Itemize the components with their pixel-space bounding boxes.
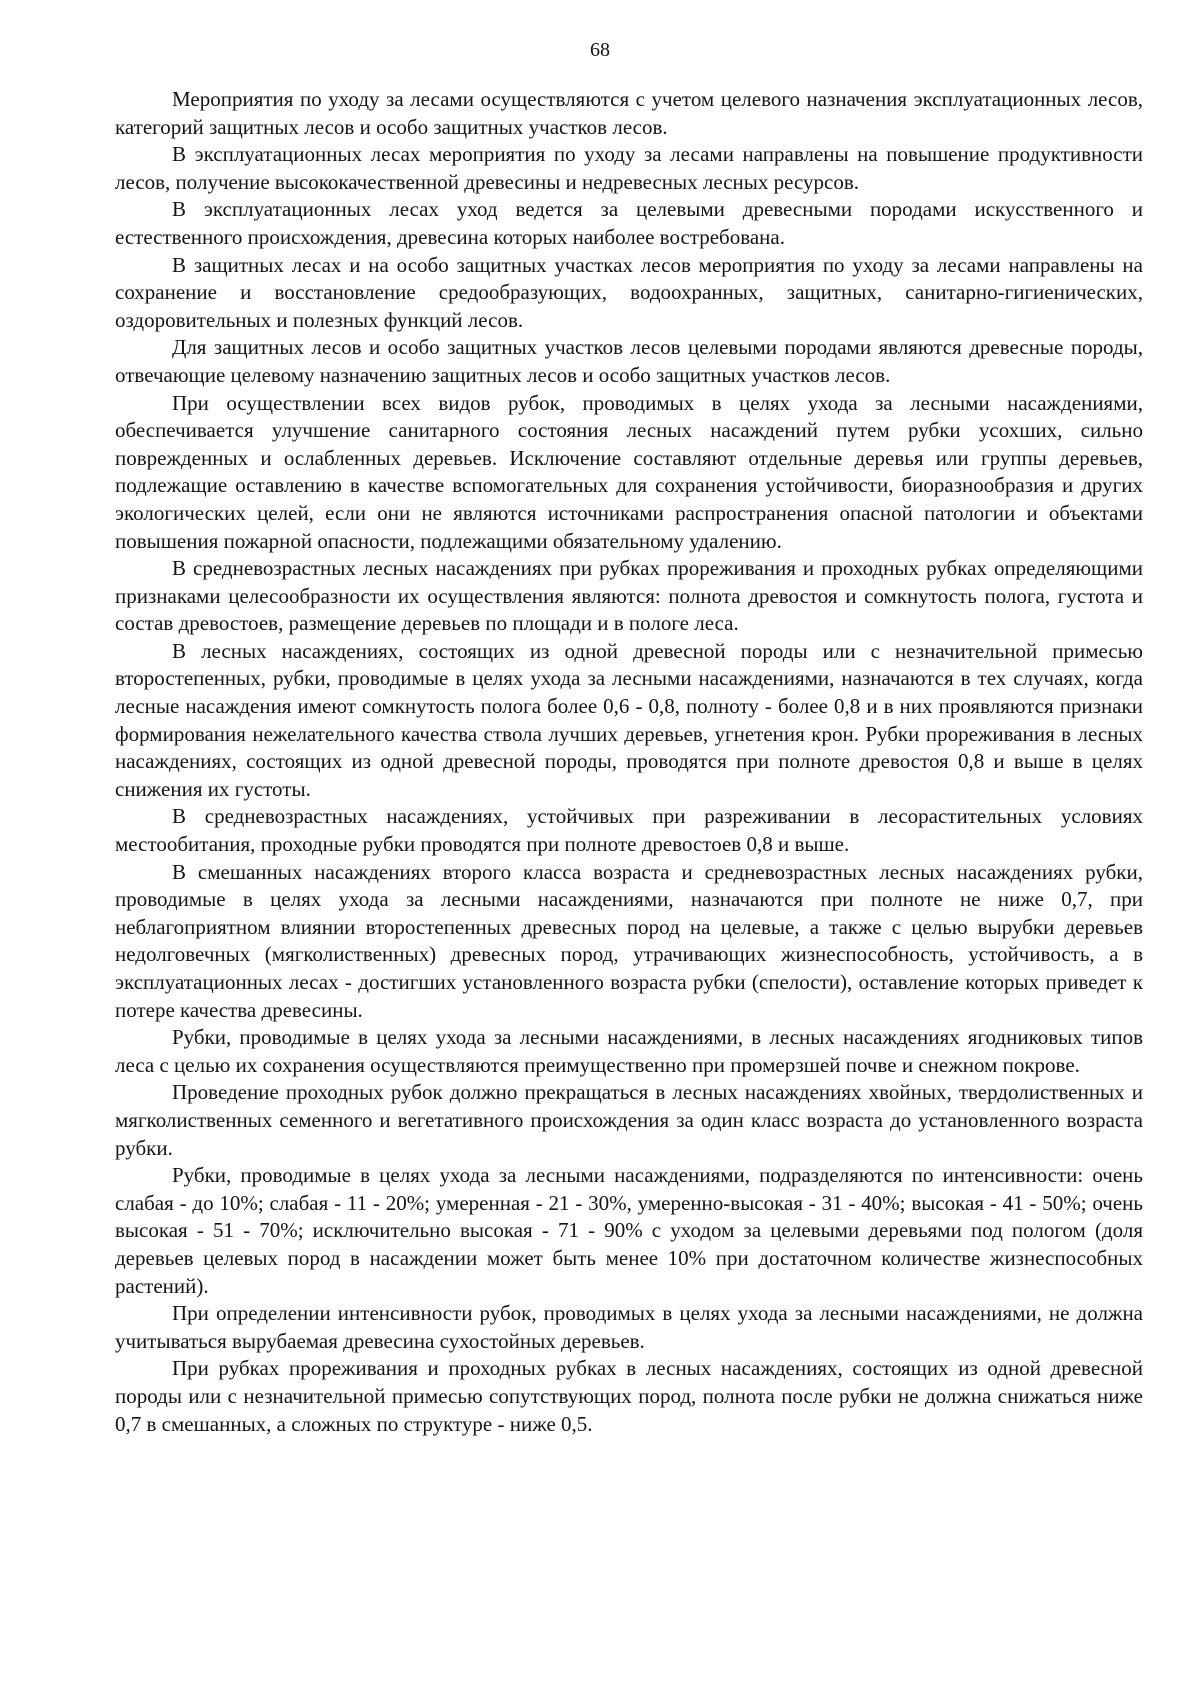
paragraph-5: Для защитных лесов и особо защитных участков лесов целевыми породами являются древесные породы, отвечающие целевому назначению защитных лесов и особо защитных участков лесов. [115,335,1143,387]
paragraph-2: В эксплуатационных лесах мероприятия по уходу за лесами направлены на повышение продуктивности лесов, получение высококачественной древесины и недревесных лесных ресурсов. [115,142,1143,194]
paragraph-8: В лесных насаждениях, состоящих из одной древесной породы или с незначительной примесью второстепенных, рубки, проводимые в целях ухода за лесными насаждениями, назначаются в тех случаях, когда лесные насаждения имеют сомкнутость полога более 0,6 - 0,8, полноту - более 0,8 и в них проявляются признаки формирования нежелательного качества ствола лучших деревьев, угнетения крон. Рубки прореживания в лесных насаждениях, состоящих из одной древесной породы, проводятся при полноте древостоя 0,8 и выше в целях снижения их густоты. [115,638,1143,801]
paragraph-14: При определении интенсивности рубок, проводимых в целях ухода за лесными насаждениями, не должна учитываться вырубаемая древесина сухостойных деревьев. [115,1301,1143,1353]
paragraph-3: В эксплуатационных лесах уход ведется за целевыми древесными породами искусственного и естественного происхождения, древесина которых наиболее востребована. [115,197,1143,249]
paragraph-1: Мероприятия по уходу за лесами осуществляются с учетом целевого назначения эксплуатационных лесов, категорий защитных лесов и особо защитных участков лесов. [115,87,1143,139]
document-body [115,86,1143,1438]
paragraph-4: В защитных лесах и на особо защитных участках лесов мероприятия по уходу за лесами направлены на сохранение и восстановление средообразующих, водоохранных, защитных, санитарно-гигиенических, оздоровительных и полезных функций лесов. [115,252,1143,332]
paragraph-9: В средневозрастных насаждениях, устойчивых при разреживании в лесорастительных условиях местообитания, проходные рубки проводятся при полноте древостоев 0,8 и выше. [115,804,1143,857]
page-number: 68 [590,39,610,61]
paragraph-10: В смешанных насаждениях второго класса возраста и средневозрастных лесных насаждениях рубки, проводимые в целях ухода за лесными насаждениями, назначаются при полноте не ниже 0,7, при неблагоприятном влиянии второстепенных древесных пород на целевые, а также с целью вырубки деревьев недолговечных (мягколиственных) древесных пород, утрачивающих жизнеспособность, устойчивость, а в эксплуатационных лесах - достигших установленного возраста рубки (спелости), оставление которых приведет к потере качества древесины. [115,859,1143,1022]
paragraph-11: Рубки, проводимые в целях ухода за лесными насаждениями, в лесных насаждениях ягодниковых типов леса с целью их сохранения осуществляются преимущественно при промерзшей почве и снежном покрове. [115,1025,1143,1077]
paragraph-15: При рубках прореживания и проходных рубках в лесных насаждениях, состоящих из одной древесной породы или с незначительной примесью сопутствующих пород, полнота после рубки не должна снижаться ниже 0,7 в смешанных, а сложных по структуре - ниже 0,5. [115,1356,1143,1436]
paragraph-13: Рубки, проводимые в целях ухода за лесными насаждениями, подразделяются по интенсивности: очень слабая - до 10%; слабая - 11 - 20%; умеренная - 21 - 30%, умеренно-высокая - 31 - 40%; высокая - 41 - 50%; очень высокая - 51 - 70%; исключительно высокая - 71 - 90% с уходом за целевыми деревьями под пологом (доля деревьев целевых пород в насаждении может быть менее 10% при достаточном количестве жизнеспособных растений). [115,1163,1143,1298]
paragraph-12: Проведение проходных рубок должно прекращаться в лесных насаждениях хвойных, твердолиственных и мягколиственных семенного и вегетативного происхождения за один класс возраста до установленного возраста рубки. [115,1080,1143,1160]
paragraph-6: При осуществлении всех видов рубок, проводимых в целях ухода за лесными насаждениями, обеспечивается улучшение санитарного состояния лесных насаждений путем рубки усохших, сильно поврежденных и ослабленных деревьев. Исключение составляют отдельные деревья или группы деревьев, подлежащие оставлению в качестве вспомогательных для сохранения устойчивости, биоразнообразия и других экологических целей, если они не являются источниками распространения опасной патологии и объектами повышения пожарной опасности, подлежащими обязательному удалению. [115,390,1143,553]
paragraph-7: В средневозрастных лесных насаждениях при рубках прореживания и проходных рубках определяющими признаками целесообразности их осуществления являются: полнота древостоя и сомкнутость полога, густота и состав древостоев, размещение деревьев по площади и в пологе леса. [115,556,1143,636]
